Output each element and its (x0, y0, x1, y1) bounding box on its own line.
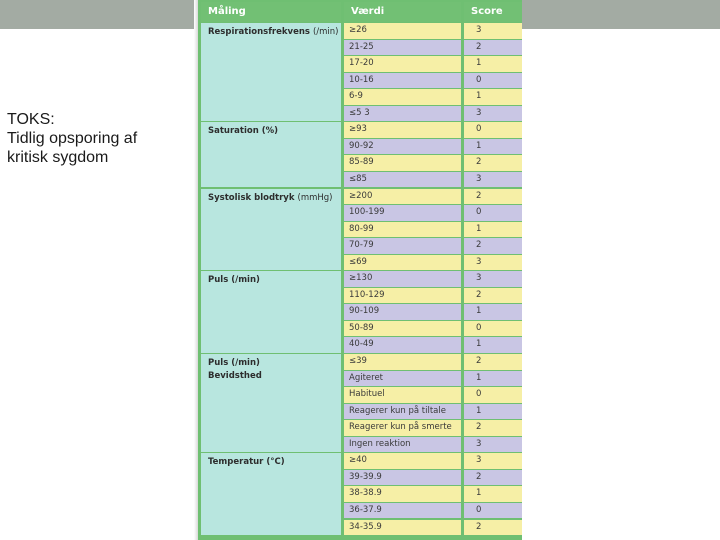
title-line-2: Tidlig opsporing af (7, 130, 138, 147)
score-cell: 2 (464, 288, 522, 304)
score-cell: 3 (464, 23, 522, 39)
score-cell: 1 (464, 56, 522, 72)
value-cell: 40-49 (344, 337, 461, 353)
slide-title (7, 110, 192, 167)
measure-label: Puls (/min) (208, 358, 260, 368)
score-cell: 2 (464, 520, 522, 536)
value-cell: 100-199 (344, 205, 461, 221)
value-cell: 39-39.9 (344, 470, 461, 486)
measure-label: Saturation (%) (208, 126, 279, 137)
score-cell: 1 (464, 139, 522, 155)
value-cell: 110-129 (344, 288, 461, 304)
score-cell: 2 (464, 420, 522, 436)
header-maaling: Måling (201, 2, 341, 22)
measure-unit: (/min) (312, 27, 339, 37)
value-cell: 34-35.9 (344, 520, 461, 536)
score-cell: 0 (464, 321, 522, 337)
measure-label-2: Bevidsthed (208, 371, 262, 381)
value-cell: ≤39 (344, 354, 461, 370)
score-table (198, 0, 522, 540)
value-cell: ≤5 3 (344, 106, 461, 122)
score-cell: 1 (464, 337, 522, 353)
score-cell: 0 (464, 387, 522, 403)
value-cell: 50-89 (344, 321, 461, 337)
value-cell: ≥93 (344, 122, 461, 138)
value-cell: ≥26 (344, 23, 461, 39)
value-cell: 80-99 (344, 222, 461, 238)
score-cell: 1 (464, 304, 522, 320)
header-vaerdi: Værdi (344, 2, 461, 22)
score-cell: 0 (464, 205, 522, 221)
title-line-1: TOKS: (7, 111, 55, 128)
score-cell: 3 (464, 437, 522, 453)
value-cell: ≥40 (344, 453, 461, 469)
value-cell: ≤69 (344, 255, 461, 271)
value-cell: 90-109 (344, 304, 461, 320)
score-cell: 1 (464, 486, 522, 502)
measure-label: Systolisk blodtryk (mmHg) (208, 192, 333, 203)
score-cell: 3 (464, 271, 522, 287)
measure-label: Puls (/min) (208, 275, 260, 286)
score-cell: 0 (464, 503, 522, 519)
score-cell: 3 (464, 172, 522, 188)
measure-cell (201, 189, 341, 271)
value-cell: 85-89 (344, 155, 461, 171)
score-cell: 2 (464, 238, 522, 254)
measure-cell (201, 354, 341, 452)
value-cell: Ingen reaktion (344, 437, 461, 453)
value-cell: ≥130 (344, 271, 461, 287)
measure-unit: (mmHg) (297, 192, 333, 203)
score-cell: 3 (464, 106, 522, 122)
value-cell: ≥200 (344, 189, 461, 205)
measure-label: Temperatur (°C) (208, 457, 285, 468)
measure-cell (201, 23, 341, 121)
value-cell: 38-38.9 (344, 486, 461, 502)
score-cell: 2 (464, 155, 522, 171)
measure-cell (201, 271, 341, 353)
measure-label: Respirationsfrekvens (/min) (208, 27, 339, 37)
value-cell: 6-9 (344, 89, 461, 105)
value-cell: 70-79 (344, 238, 461, 254)
score-cell: 3 (464, 453, 522, 469)
score-cell: 1 (464, 404, 522, 420)
value-cell: Reagerer kun på tiltale (344, 404, 461, 420)
value-cell: ≤85 (344, 172, 461, 188)
measure-cell (201, 122, 341, 187)
value-cell: 10-16 (344, 73, 461, 89)
score-cell: 0 (464, 122, 522, 138)
score-cell: 3 (464, 255, 522, 271)
value-cell: 17-20 (344, 56, 461, 72)
value-cell: 36-37.9 (344, 503, 461, 519)
score-cell: 1 (464, 371, 522, 387)
value-cell: 21-25 (344, 40, 461, 56)
title-line-3: kritisk sygdom (7, 149, 109, 166)
value-cell: Habituel (344, 387, 461, 403)
score-cell: 2 (464, 354, 522, 370)
value-cell: Agiteret (344, 371, 461, 387)
score-cell: 2 (464, 470, 522, 486)
header-score: Score (464, 2, 522, 22)
score-cell: 1 (464, 222, 522, 238)
score-cell: 0 (464, 73, 522, 89)
value-cell: Reagerer kun på smerte (344, 420, 461, 436)
value-cell: 90-92 (344, 139, 461, 155)
score-cell: 2 (464, 189, 522, 205)
measure-cell (201, 453, 341, 535)
score-cell: 1 (464, 89, 522, 105)
score-cell: 2 (464, 40, 522, 56)
